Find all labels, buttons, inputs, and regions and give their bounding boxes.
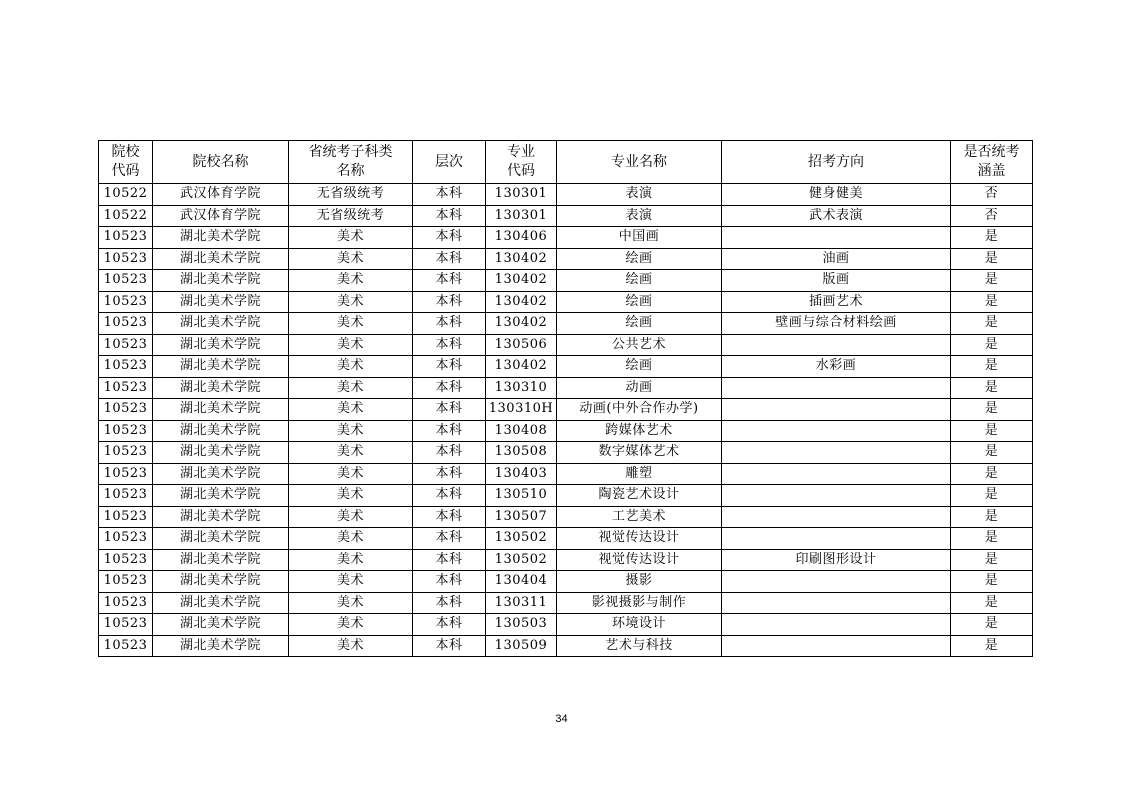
cell-covered-by-exam: 是 [951,377,1033,399]
cell-exam-direction: 版画 [722,270,951,292]
cell-school-code: 10523 [99,420,153,442]
table-row [99,184,1033,206]
cell-level: 本科 [413,399,486,421]
cell-major-name: 跨媒体艺术 [557,420,722,442]
cell-covered-by-exam: 是 [951,506,1033,528]
cell-exam-subcategory: 美术 [289,399,413,421]
cell-exam-subcategory: 美术 [289,463,413,485]
cell-level: 本科 [413,377,486,399]
cell-exam-subcategory: 美术 [289,442,413,464]
table-row [99,248,1033,270]
cell-major-name: 数字媒体艺术 [557,442,722,464]
cell-major-code: 130402 [486,248,557,270]
cell-major-code: 130507 [486,506,557,528]
cell-level: 本科 [413,248,486,270]
cell-school-name: 湖北美术学院 [153,506,289,528]
cell-school-code: 10523 [99,635,153,657]
cell-covered-by-exam: 是 [951,442,1033,464]
cell-major-code: 130310 [486,377,557,399]
cell-covered-by-exam: 是 [951,463,1033,485]
cell-school-code: 10523 [99,463,153,485]
cell-major-name: 视觉传达设计 [557,549,722,571]
cell-school-code: 10523 [99,506,153,528]
cell-school-name: 湖北美术学院 [153,291,289,313]
table-row [99,313,1033,335]
cell-school-code: 10522 [99,205,153,227]
cell-major-code: 130310H [486,399,557,421]
table-row [99,506,1033,528]
cell-level: 本科 [413,270,486,292]
cell-major-name: 陶瓷艺术设计 [557,485,722,507]
cell-major-name: 工艺美术 [557,506,722,528]
cell-school-code: 10523 [99,549,153,571]
cell-school-code: 10523 [99,248,153,270]
cell-major-code: 130503 [486,614,557,636]
cell-exam-direction [722,463,951,485]
header-major-code: 专业 代码 [486,141,557,184]
table-row [99,399,1033,421]
cell-exam-subcategory: 美术 [289,528,413,550]
cell-major-code: 130510 [486,485,557,507]
cell-exam-direction [722,592,951,614]
table-row [99,377,1033,399]
cell-major-code: 130502 [486,549,557,571]
cell-level: 本科 [413,442,486,464]
cell-school-code: 10523 [99,485,153,507]
cell-exam-direction [722,399,951,421]
cell-exam-direction [722,635,951,657]
cell-exam-direction [722,571,951,593]
cell-school-code: 10523 [99,270,153,292]
cell-exam-direction: 插画艺术 [722,291,951,313]
cell-school-code: 10523 [99,528,153,550]
header-level: 层次 [413,141,486,184]
cell-exam-direction: 健身健美 [722,184,951,206]
cell-exam-direction: 武术表演 [722,205,951,227]
cell-school-name: 湖北美术学院 [153,442,289,464]
admissions-table [98,140,1033,657]
cell-level: 本科 [413,506,486,528]
cell-school-name: 湖北美术学院 [153,592,289,614]
table-row [99,592,1033,614]
cell-exam-subcategory: 美术 [289,356,413,378]
cell-major-code: 130502 [486,528,557,550]
header-school-name: 院校名称 [153,141,289,184]
cell-school-code: 10523 [99,227,153,249]
cell-school-code: 10523 [99,592,153,614]
cell-major-code: 130402 [486,356,557,378]
cell-exam-subcategory: 美术 [289,227,413,249]
table-row [99,291,1033,313]
table-row [99,571,1033,593]
cell-major-name: 绘画 [557,313,722,335]
cell-school-code: 10523 [99,399,153,421]
cell-covered-by-exam: 是 [951,571,1033,593]
cell-exam-direction [722,227,951,249]
cell-school-name: 湖北美术学院 [153,463,289,485]
cell-level: 本科 [413,549,486,571]
cell-exam-subcategory: 无省级统考 [289,205,413,227]
cell-exam-direction [722,334,951,356]
cell-school-name: 湖北美术学院 [153,334,289,356]
cell-covered-by-exam: 否 [951,205,1033,227]
cell-major-code: 130508 [486,442,557,464]
cell-school-name: 湖北美术学院 [153,227,289,249]
cell-major-name: 艺术与科技 [557,635,722,657]
cell-exam-subcategory: 美术 [289,334,413,356]
header-school-code: 院校 代码 [99,141,153,184]
cell-major-code: 130402 [486,291,557,313]
cell-exam-subcategory: 美术 [289,270,413,292]
cell-level: 本科 [413,614,486,636]
cell-major-name: 绘画 [557,270,722,292]
cell-exam-subcategory: 美术 [289,506,413,528]
cell-school-code: 10522 [99,184,153,206]
cell-exam-subcategory: 美术 [289,248,413,270]
table-row [99,614,1033,636]
cell-major-name: 影视摄影与制作 [557,592,722,614]
cell-exam-subcategory: 美术 [289,571,413,593]
cell-level: 本科 [413,313,486,335]
table-row [99,356,1033,378]
cell-level: 本科 [413,205,486,227]
cell-major-code: 130301 [486,205,557,227]
cell-exam-direction: 壁画与综合材料绘画 [722,313,951,335]
cell-major-name: 视觉传达设计 [557,528,722,550]
cell-covered-by-exam: 是 [951,270,1033,292]
cell-exam-direction: 印刷图形设计 [722,549,951,571]
cell-school-name: 湖北美术学院 [153,485,289,507]
cell-school-name: 湖北美术学院 [153,313,289,335]
cell-school-name: 湖北美术学院 [153,571,289,593]
cell-covered-by-exam: 是 [951,313,1033,335]
table-row [99,485,1033,507]
cell-major-code: 130403 [486,463,557,485]
cell-exam-direction [722,485,951,507]
cell-school-code: 10523 [99,313,153,335]
cell-exam-direction: 油画 [722,248,951,270]
cell-school-name: 湖北美术学院 [153,399,289,421]
cell-school-code: 10523 [99,442,153,464]
cell-major-name: 绘画 [557,356,722,378]
cell-exam-direction [722,528,951,550]
table-row [99,463,1033,485]
cell-covered-by-exam: 是 [951,528,1033,550]
cell-major-name: 表演 [557,205,722,227]
cell-exam-direction [722,442,951,464]
cell-exam-subcategory: 美术 [289,592,413,614]
cell-school-code: 10523 [99,614,153,636]
cell-exam-direction [722,506,951,528]
header-row [99,141,1033,184]
header-covered-by-exam: 是否统考 涵盖 [951,141,1033,184]
cell-major-name: 雕塑 [557,463,722,485]
cell-major-code: 130408 [486,420,557,442]
cell-exam-direction: 水彩画 [722,356,951,378]
cell-major-name: 公共艺术 [557,334,722,356]
cell-covered-by-exam: 是 [951,635,1033,657]
cell-school-name: 湖北美术学院 [153,420,289,442]
cell-exam-subcategory: 美术 [289,313,413,335]
cell-exam-subcategory: 美术 [289,549,413,571]
cell-major-name: 表演 [557,184,722,206]
cell-school-name: 湖北美术学院 [153,356,289,378]
cell-school-name: 湖北美术学院 [153,549,289,571]
cell-level: 本科 [413,420,486,442]
cell-school-code: 10523 [99,571,153,593]
cell-major-name: 绘画 [557,248,722,270]
cell-school-code: 10523 [99,291,153,313]
cell-level: 本科 [413,571,486,593]
cell-major-code: 130402 [486,270,557,292]
cell-major-code: 130311 [486,592,557,614]
cell-school-code: 10523 [99,356,153,378]
table-row [99,205,1033,227]
header-exam-subcategory: 省统考子科类 名称 [289,141,413,184]
cell-school-name: 武汉体育学院 [153,205,289,227]
cell-school-name: 湖北美术学院 [153,248,289,270]
cell-covered-by-exam: 是 [951,356,1033,378]
cell-major-name: 动画 [557,377,722,399]
cell-level: 本科 [413,528,486,550]
table-row [99,635,1033,657]
cell-covered-by-exam: 是 [951,549,1033,571]
cell-school-name: 湖北美术学院 [153,635,289,657]
cell-covered-by-exam: 是 [951,614,1033,636]
cell-exam-subcategory: 美术 [289,614,413,636]
cell-level: 本科 [413,463,486,485]
cell-level: 本科 [413,184,486,206]
cell-level: 本科 [413,592,486,614]
cell-exam-direction [722,377,951,399]
cell-exam-subcategory: 美术 [289,635,413,657]
cell-covered-by-exam: 是 [951,592,1033,614]
cell-covered-by-exam: 是 [951,291,1033,313]
cell-major-code: 130406 [486,227,557,249]
cell-level: 本科 [413,635,486,657]
cell-exam-subcategory: 无省级统考 [289,184,413,206]
cell-exam-subcategory: 美术 [289,291,413,313]
cell-level: 本科 [413,227,486,249]
cell-level: 本科 [413,334,486,356]
cell-major-code: 130404 [486,571,557,593]
cell-level: 本科 [413,485,486,507]
table-row [99,442,1033,464]
cell-exam-direction [722,420,951,442]
cell-school-code: 10523 [99,377,153,399]
table-row [99,420,1033,442]
table-row [99,334,1033,356]
cell-major-code: 130402 [486,313,557,335]
cell-major-code: 130509 [486,635,557,657]
cell-exam-subcategory: 美术 [289,420,413,442]
cell-school-name: 湖北美术学院 [153,528,289,550]
cell-school-name: 湖北美术学院 [153,614,289,636]
cell-level: 本科 [413,291,486,313]
cell-exam-direction [722,614,951,636]
cell-exam-subcategory: 美术 [289,485,413,507]
cell-covered-by-exam: 是 [951,399,1033,421]
cell-covered-by-exam: 否 [951,184,1033,206]
cell-major-name: 摄影 [557,571,722,593]
header-exam-direction: 招考方向 [722,141,951,184]
cell-covered-by-exam: 是 [951,485,1033,507]
cell-school-name: 武汉体育学院 [153,184,289,206]
cell-covered-by-exam: 是 [951,248,1033,270]
cell-major-name: 中国画 [557,227,722,249]
cell-covered-by-exam: 是 [951,227,1033,249]
cell-covered-by-exam: 是 [951,420,1033,442]
table-row [99,227,1033,249]
cell-covered-by-exam: 是 [951,334,1033,356]
cell-major-code: 130301 [486,184,557,206]
cell-school-code: 10523 [99,334,153,356]
cell-exam-subcategory: 美术 [289,377,413,399]
cell-major-name: 动画(中外合作办学) [557,399,722,421]
table-row [99,270,1033,292]
cell-level: 本科 [413,356,486,378]
cell-major-name: 绘画 [557,291,722,313]
header-major-name: 专业名称 [557,141,722,184]
cell-school-name: 湖北美术学院 [153,270,289,292]
cell-major-name: 环境设计 [557,614,722,636]
table-row [99,549,1033,571]
cell-major-code: 130506 [486,334,557,356]
page-number: 34 [555,713,568,725]
table-row [99,528,1033,550]
cell-school-name: 湖北美术学院 [153,377,289,399]
